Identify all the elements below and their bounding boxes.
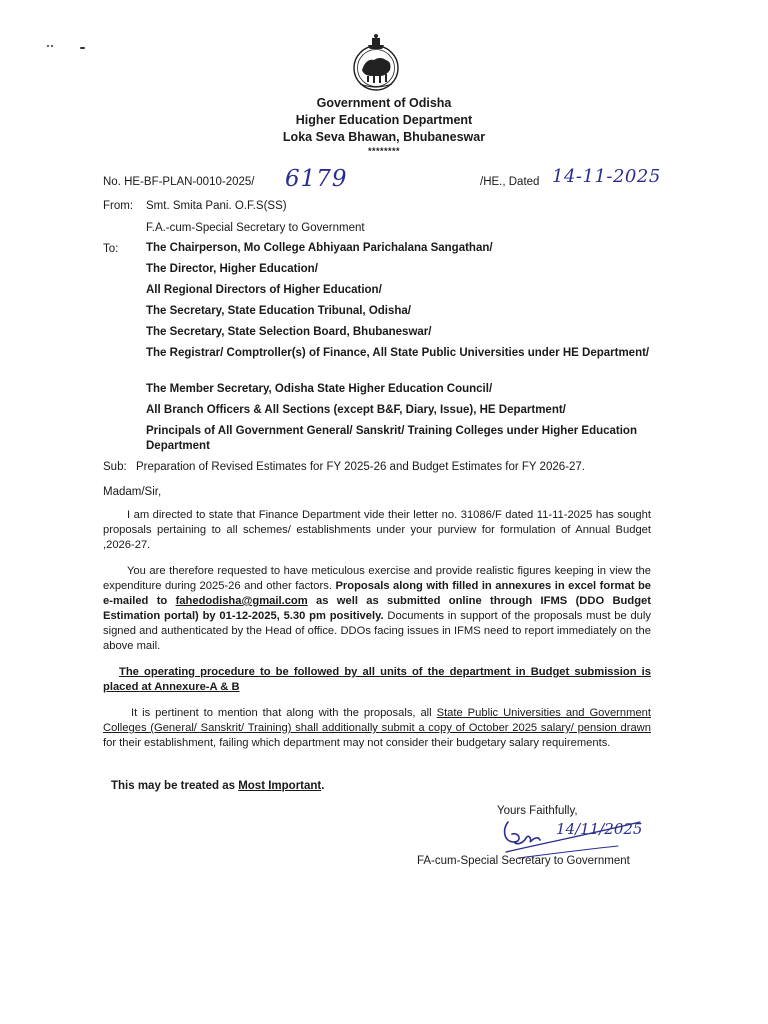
from-designation: F.A.-cum-Special Secretary to Government	[146, 222, 365, 234]
recipient-item: The Registrar/ Comptroller(s) of Finance, All State Public Universities under HE Department/	[146, 347, 650, 359]
recipient-item: The Member Secretary, Odisha State Higher Education Council/	[146, 383, 493, 395]
handwritten-letter-number: 6179	[285, 166, 348, 192]
signature-handwritten-date: 14/11/2025	[556, 820, 643, 838]
closing-note	[111, 779, 324, 793]
yours-faithfully: Yours Faithfully,	[497, 805, 578, 817]
to-label: To:	[103, 243, 119, 255]
header-line-government: Government of Odisha	[316, 96, 452, 110]
closing-note-text: This may be treated as	[111, 780, 235, 792]
subject-text: Preparation of Revised Estimates for FY 2025-26 and Budget Estimates for FY 2026-27.	[136, 461, 585, 473]
paragraph-4-intro: It is pertinent to mention that along with the proposals, all	[131, 707, 432, 719]
scan-speck	[47, 45, 49, 47]
paragraph-2-documents: Documents in support of the proposals must be duly signed and authenticated by the Head of office. DDOs facing issues in IFMS need to report immediately on the above mail.	[103, 610, 651, 652]
odisha-state-emblem-icon	[346, 32, 406, 96]
paragraph-4	[103, 706, 651, 751]
recipient-item: The Secretary, State Education Tribunal, Odisha/	[146, 305, 411, 317]
recipient-item: The Director, Higher Education/	[146, 263, 318, 275]
salutation: Madam/Sir,	[103, 486, 162, 498]
paragraph-3-annexure-note: The operating procedure to be followed by all units of the department in Budget submission is placed at Annexure-A & B	[103, 666, 651, 693]
paragraph-2	[103, 564, 651, 654]
header-line-department: Higher Education Department	[295, 113, 473, 127]
recipient-item: The Secretary, State Selection Board, Bhubaneswar/	[146, 326, 432, 338]
email-link[interactable]: fahedodisha@gmail.com	[175, 595, 308, 607]
handwritten-date: 14-11-2025	[552, 166, 661, 187]
paragraph-4-underlined-requirement: State Public Universities and Government Colleges (General/ Sanskrit/ Training) shall additionally submit a copy of October 2025 salary/ pension drawn	[103, 707, 652, 734]
recipient-item: All Regional Directors of Higher Education/	[146, 284, 382, 296]
scan-speck	[80, 47, 85, 49]
paragraph-1: I am directed to state that Finance Department vide their letter no. 31086/F dated 11-11-2025 has sought proposals pertaining to all schemes/ establishments under your purview for formulation of Annual Budget ,2026-27.	[103, 509, 651, 551]
recipient-item: All Branch Officers & All Sections (except B&F, Diary, Issue), HE Department/	[146, 404, 566, 416]
subject-label: Sub:	[103, 461, 127, 473]
letter-number-prefix: No. HE-BF-PLAN-0010-2025/	[103, 176, 255, 188]
from-label: From:	[103, 200, 134, 212]
closing-note-emphasis: Most Important	[238, 780, 322, 792]
scan-speck	[51, 45, 53, 47]
closing-note-end: .	[321, 780, 325, 792]
header-line-address: Loka Seva Bhawan, Bhubaneswar	[282, 130, 486, 144]
recipient-item: Principals of All Government General/ Sanskrit/ Training Colleges under Higher Education Department	[146, 425, 637, 452]
from-name: Smt. Smita Pani. O.F.S(SS)	[146, 200, 287, 212]
paragraph-2-bold-instruction: Proposals along with filled in annexures in excel format be e-mailed to	[103, 580, 652, 607]
header-separator-stars: ********	[367, 146, 401, 156]
recipient-item: The Chairperson, Mo College Abhiyaan Parichalana Sangathan/	[146, 242, 493, 254]
paragraph-2-deadline: as well as submitted online through IFMS (DDO Budget Estimation portal) by 01-12-2025, 5.30 pm positively.	[103, 595, 652, 622]
signatory-designation: FA-cum-Special Secretary to Government	[417, 855, 630, 867]
paragraph-4-consequence: for their establishment, failing which department may not consider their budgetary salary requirements.	[103, 737, 611, 749]
dated-label: /HE., Dated	[480, 176, 540, 188]
paragraph-2-intro: You are therefore requested to have meticulous exercise and provide realistic figures keeping in view the expenditure during 2025-26 and other factors.	[103, 565, 651, 592]
